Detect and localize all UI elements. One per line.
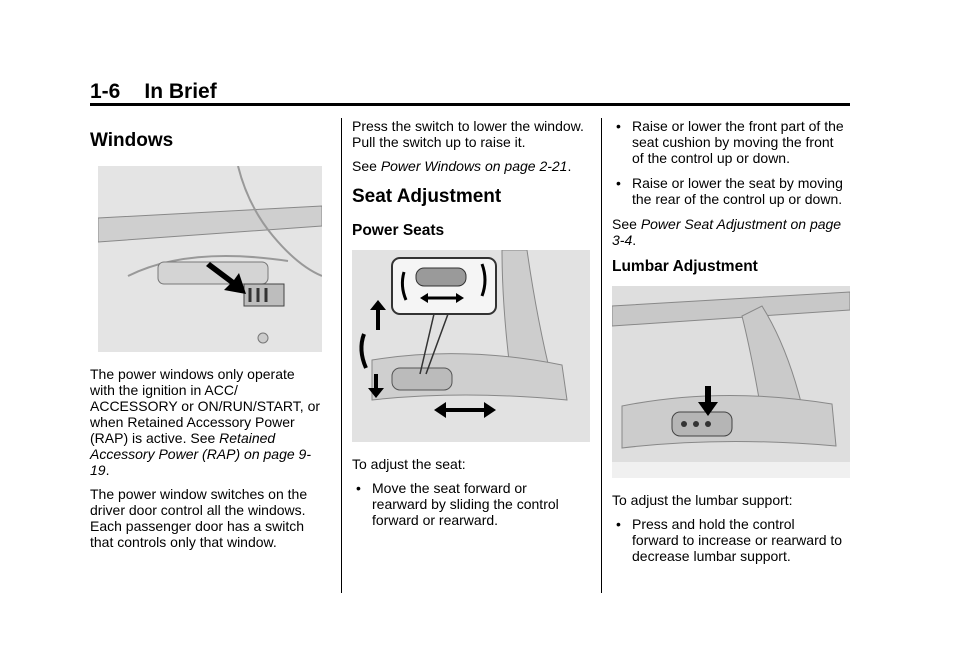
door-window-switch-illustration bbox=[98, 166, 322, 352]
lumbar-bullet-item: • Press and hold the control forward to increase or rearward to decrease lumbar support. bbox=[616, 516, 843, 564]
lumbar-intro: To adjust the lumbar support: bbox=[612, 492, 793, 508]
windows-paragraph-2: The power window switches on the driver door control all the windows. Each passenger door has a switch that controls only that window. bbox=[90, 486, 308, 550]
header-rule bbox=[90, 103, 850, 106]
windows-paragraph-1: The power windows only operate with the ignition in ACC/ ACCESSORY or ON/RUN/START, or when Retained Accessory Power (RAP) is active. See bbox=[90, 366, 321, 446]
seat-adjust-intro: To adjust the seat: bbox=[352, 456, 466, 472]
column-1: Windows The power windows only operate with the ignition in ACC/ ACCESSORY or ON/RUN/START, or when Retained Accessory Power (RAP) is active. See Retained Accessory Power (RAP) on page 9-19. The power window switches on the driver door control all the windows. Each passenger door has a switch that controls only that window. bbox=[90, 130, 321, 550]
rap-reference-link[interactable]: Retained Accessory Power (RAP) on page 9-19 bbox=[90, 430, 311, 478]
power-seat-reference-link[interactable]: Power Seat Adjustment on page 3-4 bbox=[612, 216, 842, 248]
seat-bullet-item: • Raise or lower the front part of the seat cushion by moving the front of the control up or down. bbox=[616, 118, 844, 166]
seat-bullet-item: • Move the seat forward or rearward by sliding the control forward or rearward. bbox=[356, 480, 559, 528]
column-3: • Raise or lower the front part of the seat cushion by moving the front of the control up or down. • Raise or lower the seat by moving the rear of the control up or down. See Power Seat Adjustment on page 3-4. Lumbar Adjustment To adjust the lumbar support: • Press and hold the control forward to increase or rearward to decrease lumbar support. bbox=[612, 118, 844, 573]
column-divider bbox=[341, 118, 342, 593]
power-windows-reference-link[interactable]: Power Windows on page 2-21 bbox=[380, 158, 568, 174]
lumbar-control-illustration bbox=[612, 286, 850, 478]
seat-bullet-item: • Raise or lower the seat by moving the rear of the control up or down. bbox=[616, 175, 843, 207]
power-seat-control-illustration bbox=[352, 250, 590, 442]
lumbar-adjustment-subheading: Lumbar Adjustment bbox=[612, 258, 758, 275]
page-header bbox=[90, 80, 217, 104]
page-number: 1-6 bbox=[90, 80, 121, 103]
column-2: Press the switch to lower the window. Pull the switch up to raise it. See Power Windows on page 2-21. Seat Adjustment Power Seats To adjust the seat: • Move the seat forward or rearward by sliding the control forward or rearward. bbox=[352, 118, 584, 537]
switch-instructions: Press the switch to lower the window. Pull the switch up to raise it. bbox=[352, 118, 584, 150]
windows-heading: Windows bbox=[90, 130, 174, 151]
column-divider bbox=[601, 118, 602, 593]
power-seats-subheading: Power Seats bbox=[352, 222, 445, 239]
section-title: In Brief bbox=[144, 80, 217, 103]
seat-adjustment-heading: Seat Adjustment bbox=[352, 186, 502, 207]
